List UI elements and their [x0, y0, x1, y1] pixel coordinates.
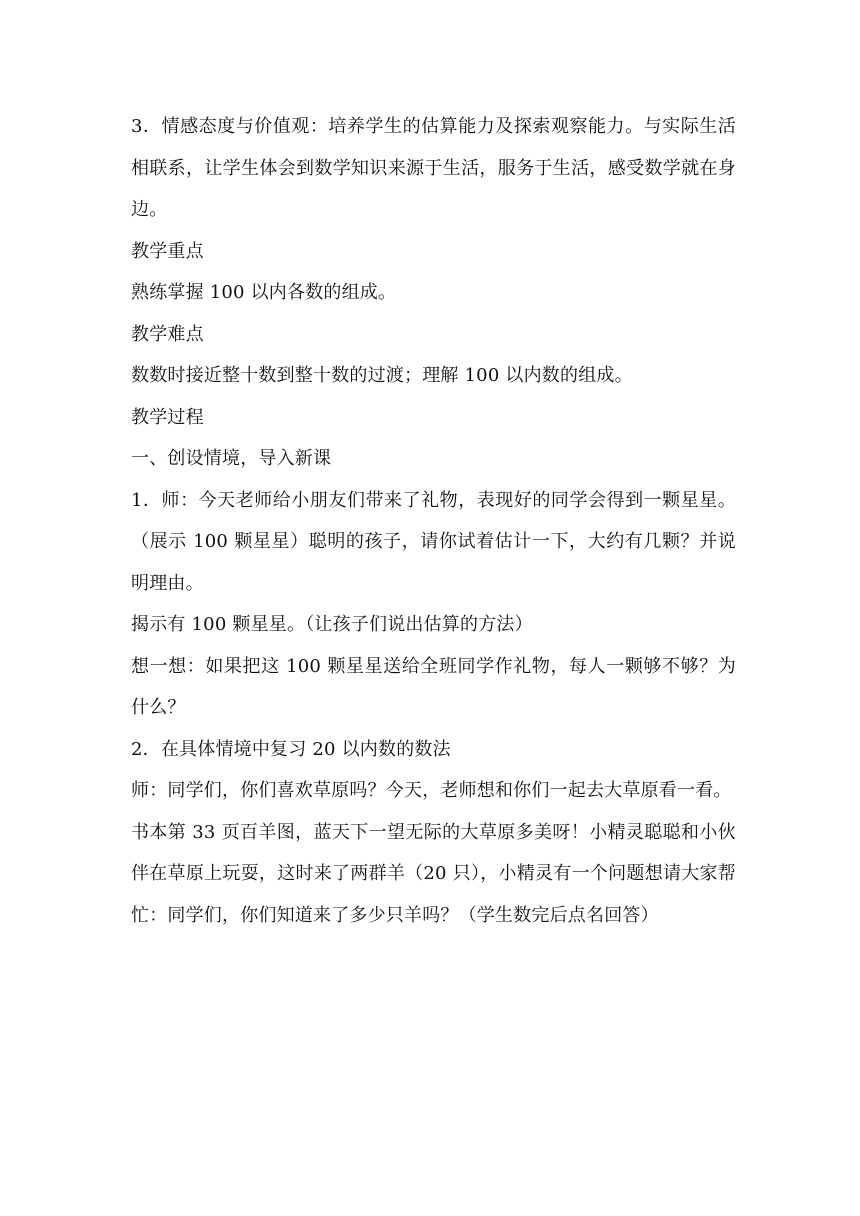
heading-teaching-focus: 教学重点	[131, 240, 204, 262]
paragraph-emotional-goal: 3．情感态度与价值观：培养学生的估算能力及探索观察能力。与实际生活相联系，让学生体会到数学知识来源于生活，服务于生活，感受数学就在身边。	[131, 116, 736, 220]
paragraph-grassland-question: 师：同学们，你们喜欢草原吗？今天，老师想和你们一起去大草原看一看。	[131, 780, 732, 801]
paragraph-sheep-picture: 书本第 33 页百羊图，蓝天下一望无际的大草原多美呀！小精灵聪聪和小伙伴在草原上玩耍，这时来了两群羊（20 只），小精灵有一个问题想请大家帮忙：同学们，你们知道来了多少只羊吗？（学生数完后点名回答）	[131, 821, 736, 926]
heading-teaching-difficulty: 教学难点	[131, 323, 204, 345]
heading-step-two: 2．在具体情境中复习 20 以内数的数法	[131, 738, 451, 760]
paragraph-teaching-focus: 熟练掌握 100 以内各数的组成。	[131, 282, 397, 303]
paragraph-teacher-gift: 1．师：今天老师给小朋友们带来了礼物，表现好的同学会得到一颗星星。（展示 100 颗星星）聪明的孩子，请你试着估计一下，大约有几颗？并说明理由。	[131, 489, 736, 594]
heading-section-one: 一、创设情境，导入新课	[131, 448, 332, 469]
heading-teaching-process: 教学过程	[131, 406, 204, 428]
paragraph-reveal-stars: 揭示有 100 颗星星。（让孩子们说出估算的方法）	[131, 614, 533, 635]
paragraph-think: 想一想：如果把这 100 颗星星送给全班同学作礼物，每人一颗够不够？为什么？	[131, 655, 736, 718]
paragraph-teaching-difficulty: 数数时接近整十数到整十数的过渡；理解 100 以内数的组成。	[131, 365, 633, 386]
document-body	[131, 106, 736, 936]
